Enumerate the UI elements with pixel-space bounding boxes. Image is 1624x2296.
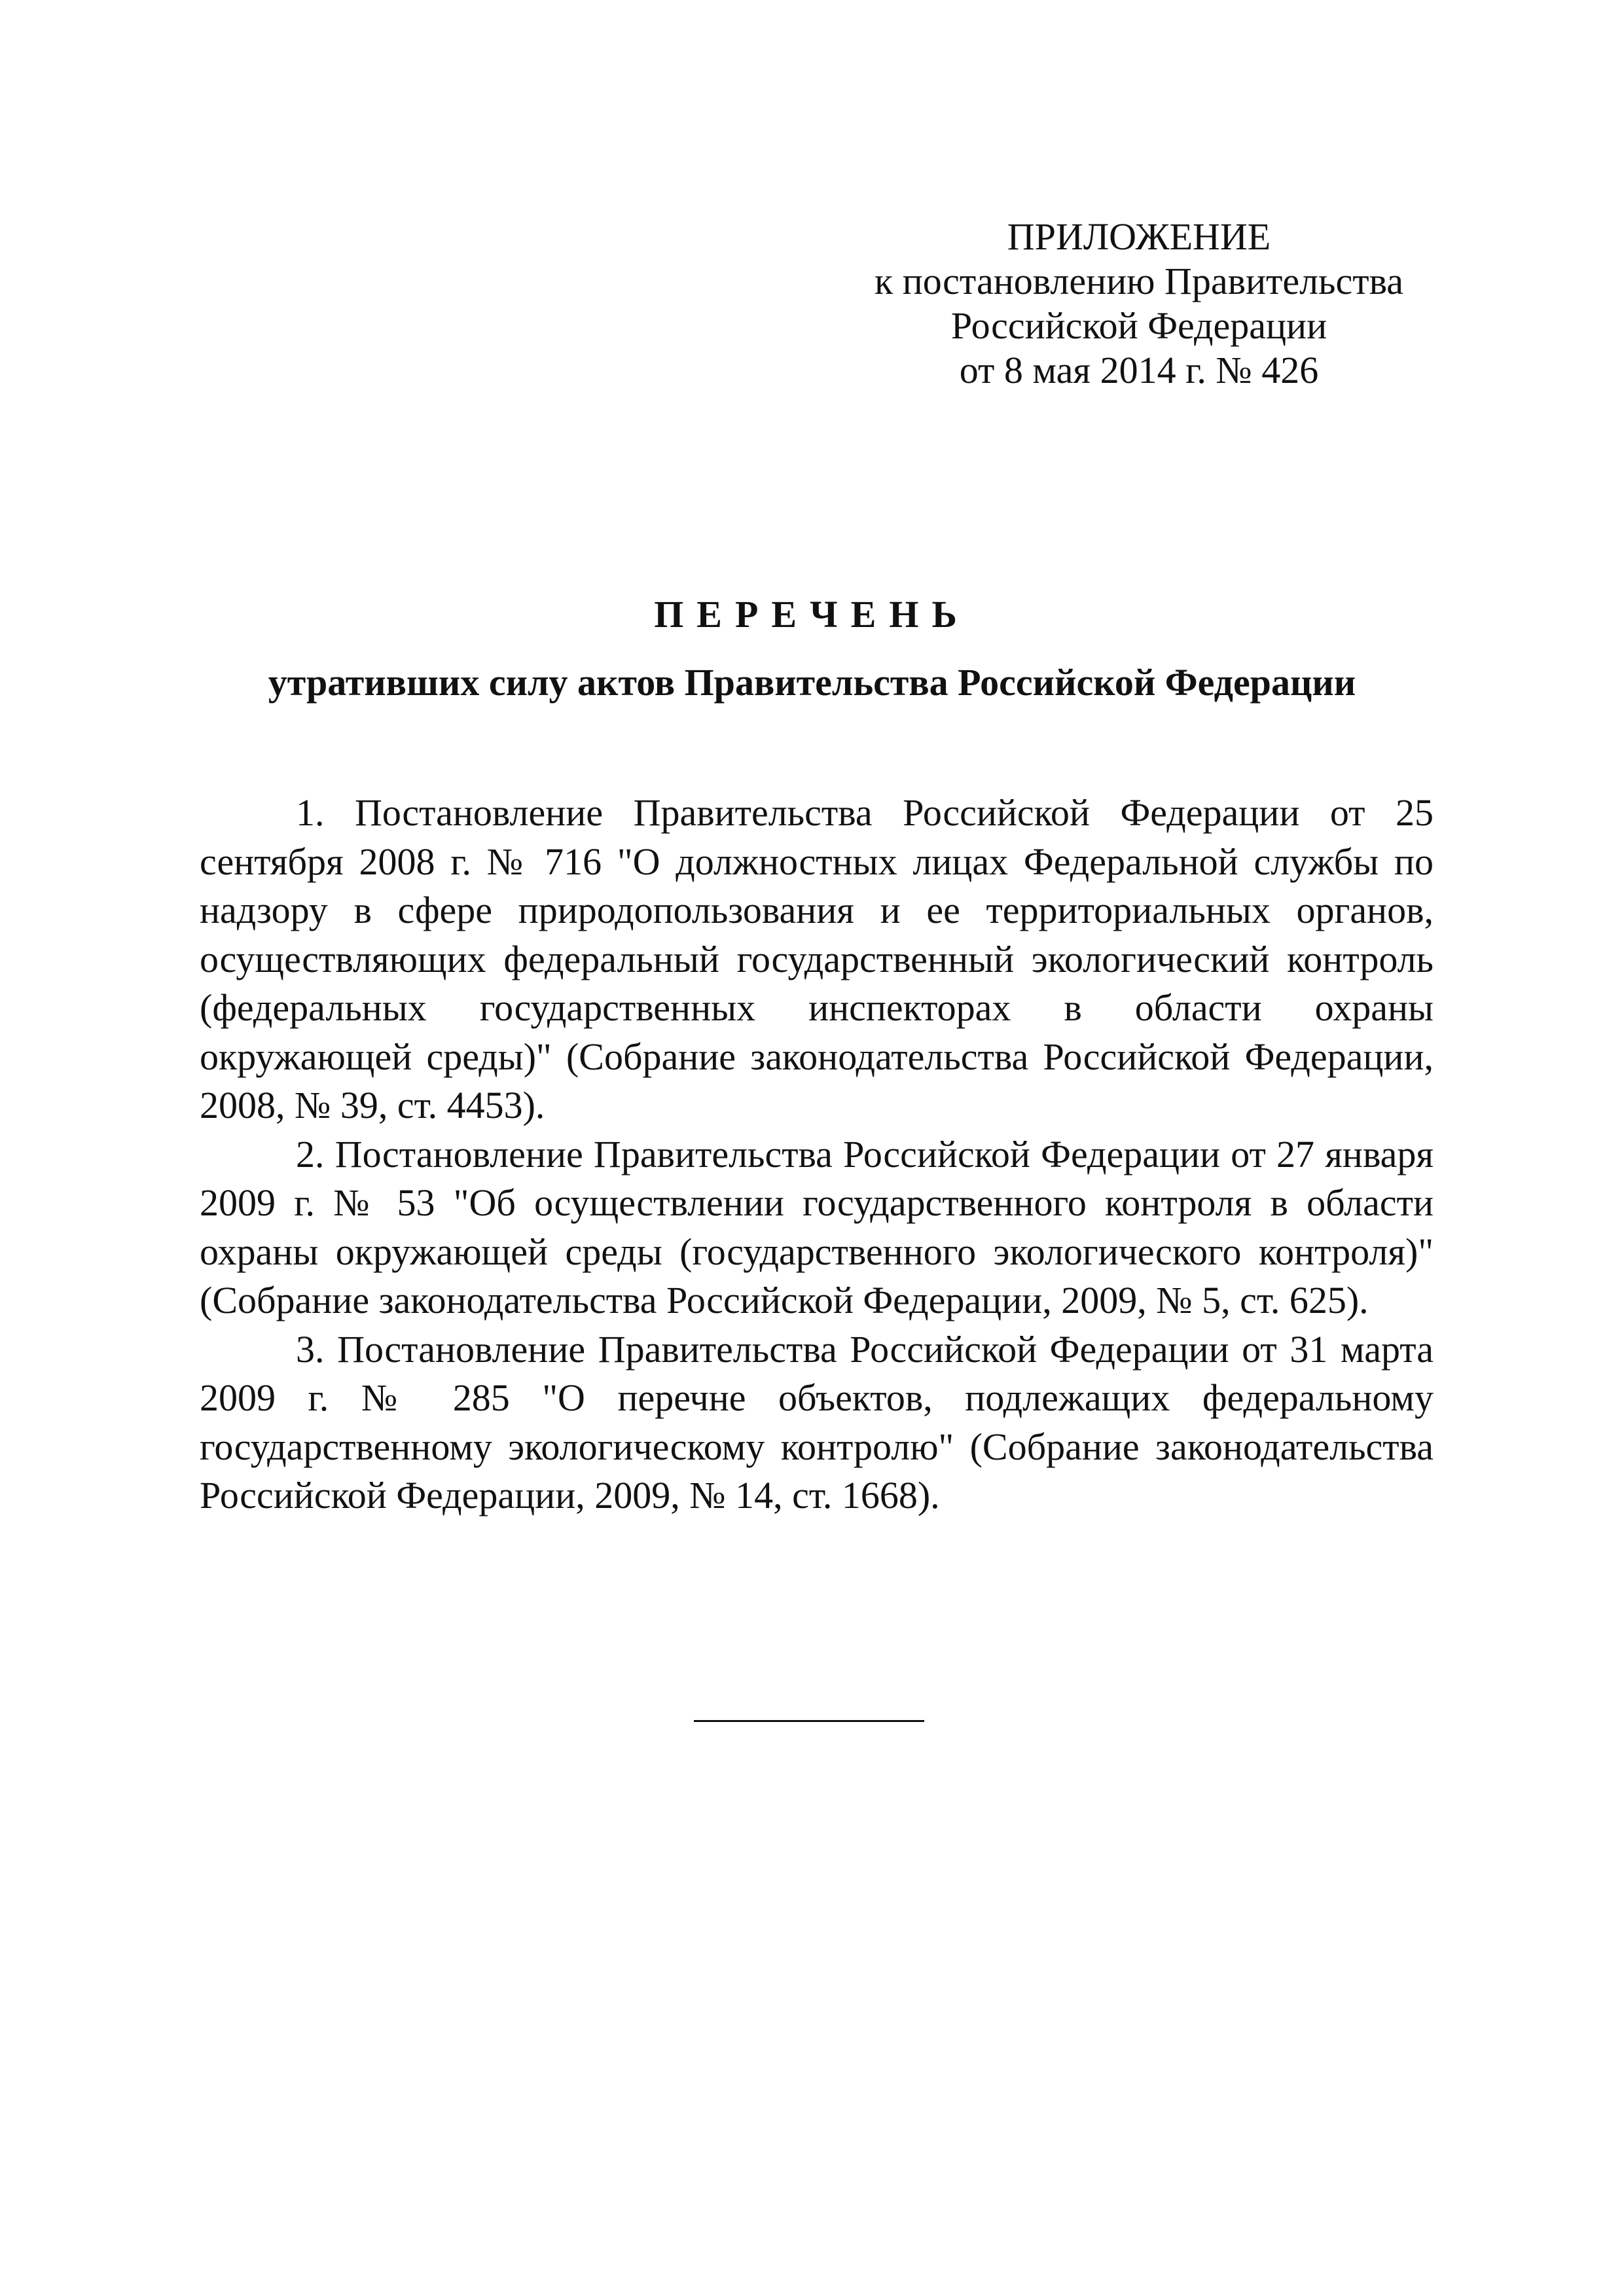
list-item: 1. Постановление Правительства Российской Федерации от 25 сентября 2008 г. № 716 "О должностных лицах Федеральной службы по надзору в сфере природопользования и ее территориальных органов, осуществляющих федеральный государственный экологический контроль (федеральных государственных инспекторах в области охраны окружающей среды)" (Собрание законодательства Российской Федерации, 2008, № 39, ст. 4453).	[200, 791, 1434, 1126]
appendix-authority: Российской Федерации	[950, 304, 1327, 347]
end-divider	[694, 1720, 924, 1722]
appendix-date-number: от 8 мая 2014 г. № 426	[959, 349, 1319, 391]
appendix-label: ПРИЛОЖЕНИЕ	[1007, 215, 1271, 258]
title-block	[0, 592, 1624, 705]
document-title: ПЕРЕЧЕНЬ	[654, 593, 970, 636]
appendix-reference: к постановлению Правительства	[875, 260, 1403, 302]
list-item: 2. Постановление Правительства Российской Федерации от 27 января 2009 г. № 53 "Об осуществлении государственного контроля в области охраны окружающей среды (государственного экологического контроля)" (Собрание законодательства Российской Федерации, 2009, № 5, ст. 625).	[200, 1132, 1434, 1321]
document-subtitle: утративших силу актов Правительства Российской Федерации	[268, 661, 1356, 704]
list-item: 3. Постановление Правительства Российской Федерации от 31 марта 2009 г. № 285 "О перечне объектов, подлежащих федеральному государственному экологическому контролю" (Собрание законодательства Российской Федерации, 2009, № 14, ст. 1668).	[200, 1327, 1434, 1516]
acts-list	[200, 789, 1434, 1520]
appendix-header	[812, 215, 1466, 393]
